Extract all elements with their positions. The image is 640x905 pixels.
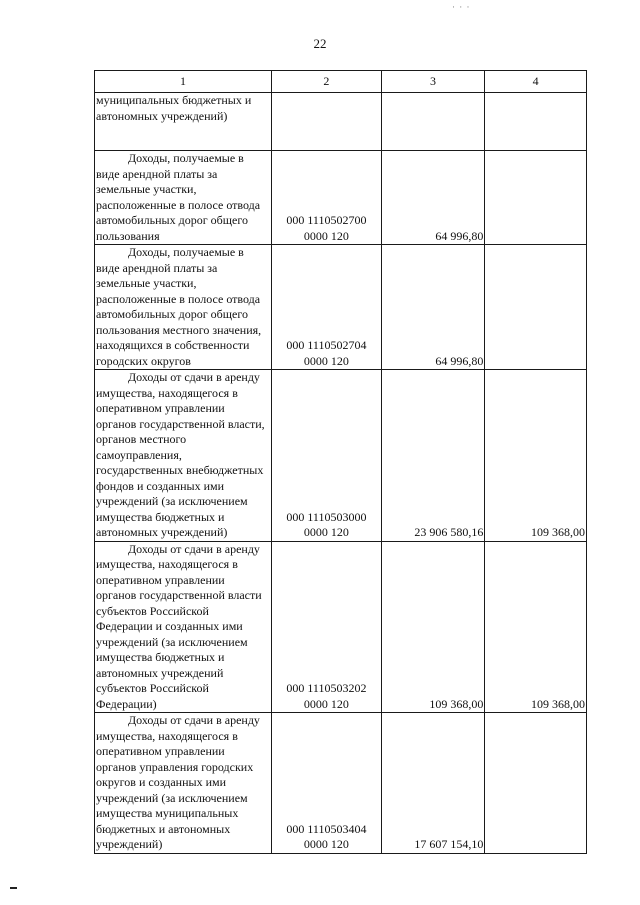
row-name-first-line: Доходы, получаемые в — [128, 151, 244, 165]
header-col-4: 4 — [485, 71, 587, 93]
row-name: виде арендной платы за земельные участки, расположенные в полосе отвода автомобильных дорог общего пользования — [96, 166, 261, 243]
row-value-col3: 23 906 580,16 — [381, 370, 485, 542]
row-name: имущества, находящегося в оперативном управлении органов государственной власти, органов местного самоуправления, государственных внебюджетных фондов и созданных ими учреждений (за исключением имущества бюджетных и автономных учреждений) — [96, 385, 265, 539]
scan-artifact-dash — [10, 887, 17, 889]
row-value-col3: 109 368,00 — [381, 541, 485, 713]
row-name-cell — [95, 713, 272, 854]
row-value-col3: 64 996,80 — [381, 151, 485, 245]
row-name-cell — [95, 151, 272, 245]
row-value-col3 — [381, 93, 485, 151]
row-value-col4: 109 368,00 — [485, 541, 587, 713]
row-value-col4 — [485, 713, 587, 854]
row-name-cell — [95, 541, 272, 713]
row-code: 000 1110503000 0000 120 — [272, 370, 382, 542]
row-value-col4 — [485, 93, 587, 151]
header-col-3: 3 — [381, 71, 485, 93]
row-code: 000 1110502704 0000 120 — [272, 245, 382, 370]
table-row — [95, 370, 587, 542]
row-name: имущества, находящегося в оперативном управлении органов государственной власти субъектов Российской Федерации и созданных ими учреждений (за исключением имущества бюджетных и автономных учреждений субъектов Российской Федерации) — [96, 557, 262, 711]
row-name-first-line: Доходы от сдачи в аренду — [128, 713, 260, 727]
table-row — [95, 93, 587, 151]
row-name-cell — [95, 370, 272, 542]
row-value-col3: 17 607 154,10 — [381, 713, 485, 854]
row-name: имущества, находящегося в оперативном управлении органов управления городских округов и созданных ими учреждений (за исключением имущества муниципальных бюджетных и автономных учреждений) — [96, 728, 254, 851]
row-value-col3: 64 996,80 — [381, 245, 485, 370]
revenue-table — [94, 70, 587, 854]
header-row — [95, 71, 587, 93]
header-col-1: 1 — [95, 71, 272, 93]
row-code: 000 1110503404 0000 120 — [272, 713, 382, 854]
row-value-col4 — [485, 151, 587, 245]
row-name-first-line: Доходы от сдачи в аренду — [128, 541, 260, 556]
table-row — [95, 713, 587, 854]
page-number: 22 — [313, 36, 327, 51]
row-name: виде арендной платы за земельные участки, расположенные в полосе отвода автомобильных дорог общего пользования местного значения, находящихся в собственности городских округов — [96, 260, 262, 368]
row-name-first-line: Доходы, получаемые в — [128, 245, 244, 259]
row-value-col4 — [485, 245, 587, 370]
table-row — [95, 541, 587, 713]
row-name: муниципальных бюджетных и автономных учреждений) — [95, 93, 272, 151]
row-name-cell — [95, 245, 272, 370]
header-col-2: 2 — [272, 71, 382, 93]
row-value-col4: 109 368,00 — [485, 370, 587, 542]
row-code: 000 1110503202 0000 120 — [272, 541, 382, 713]
scan-mark: · · · — [452, 2, 471, 12]
table-row — [95, 151, 587, 245]
row-code: 000 1110502700 0000 120 — [272, 151, 382, 245]
row-name-first-line: Доходы от сдачи в аренду — [128, 370, 260, 384]
table-row — [95, 245, 587, 370]
row-code — [272, 93, 382, 151]
